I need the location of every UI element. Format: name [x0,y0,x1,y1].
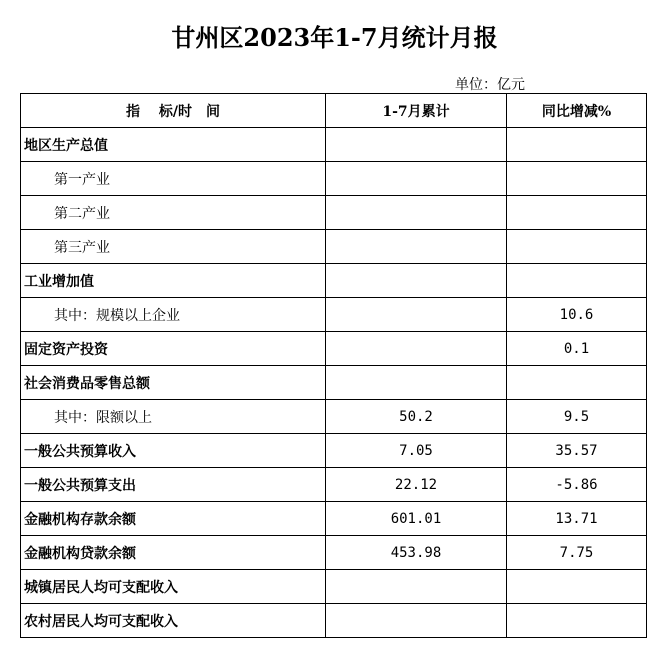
table-row [21,196,647,230]
table-row [21,468,647,502]
row-cumulative: 22.12 [326,468,507,502]
table-row [21,604,647,638]
row-label: 社会消费品零售总额 [21,366,326,400]
row-cumulative: 7.05 [326,434,507,468]
row-yoy: 9.5 [507,400,647,434]
row-cumulative [326,230,507,264]
row-label: 第二产业 [21,196,326,230]
table-row [21,128,647,162]
row-cumulative: 453.98 [326,536,507,570]
row-cumulative [326,332,507,366]
row-yoy [507,196,647,230]
row-yoy [507,366,647,400]
row-cumulative [326,264,507,298]
row-cumulative [326,604,507,638]
statistics-table [20,93,647,638]
table-row [21,298,647,332]
row-cumulative [326,196,507,230]
row-yoy [507,230,647,264]
table-row [21,366,647,400]
table-row [21,434,647,468]
table-row [21,264,647,298]
row-label: 金融机构存款余额 [21,502,326,536]
row-yoy: 35.57 [507,434,647,468]
table-row [21,230,647,264]
row-yoy [507,604,647,638]
report-title: 甘州区2023年1-7月统计月报 [171,23,498,52]
table-header-row [21,94,647,128]
row-cumulative [326,570,507,604]
table-row [21,570,647,604]
table-row [21,502,647,536]
header-indicator: 指 标/时 间 [21,94,326,128]
table-row [21,536,647,570]
row-yoy: 10.6 [507,298,647,332]
row-cumulative: 50.2 [326,400,507,434]
row-yoy: -5.86 [507,468,647,502]
row-yoy: 7.75 [507,536,647,570]
row-cumulative [326,128,507,162]
row-label: 地区生产总值 [21,128,326,162]
row-label: 其中：规模以上企业 [21,298,326,332]
header-cumulative: 1-7月累计 [326,94,507,128]
row-cumulative [326,162,507,196]
row-cumulative [326,298,507,332]
row-label: 城镇居民人均可支配收入 [21,570,326,604]
row-label: 其中：限额以上 [21,400,326,434]
row-label: 农村居民人均可支配收入 [21,604,326,638]
table-row [21,162,647,196]
header-yoy-change: 同比增减% [507,94,647,128]
row-label: 第一产业 [21,162,326,196]
row-label: 一般公共预算收入 [21,434,326,468]
row-cumulative [326,366,507,400]
row-yoy: 0.1 [507,332,647,366]
table-row [21,400,647,434]
row-yoy: 13.71 [507,502,647,536]
table-row [21,332,647,366]
row-label: 固定资产投资 [21,332,326,366]
row-yoy [507,128,647,162]
row-yoy [507,570,647,604]
row-label: 工业增加值 [21,264,326,298]
row-yoy [507,264,647,298]
row-label: 第三产业 [21,230,326,264]
row-cumulative: 601.01 [326,502,507,536]
row-label: 金融机构贷款余额 [21,536,326,570]
row-label: 一般公共预算支出 [21,468,326,502]
unit-label: 单位：亿元 [455,77,525,93]
row-yoy [507,162,647,196]
